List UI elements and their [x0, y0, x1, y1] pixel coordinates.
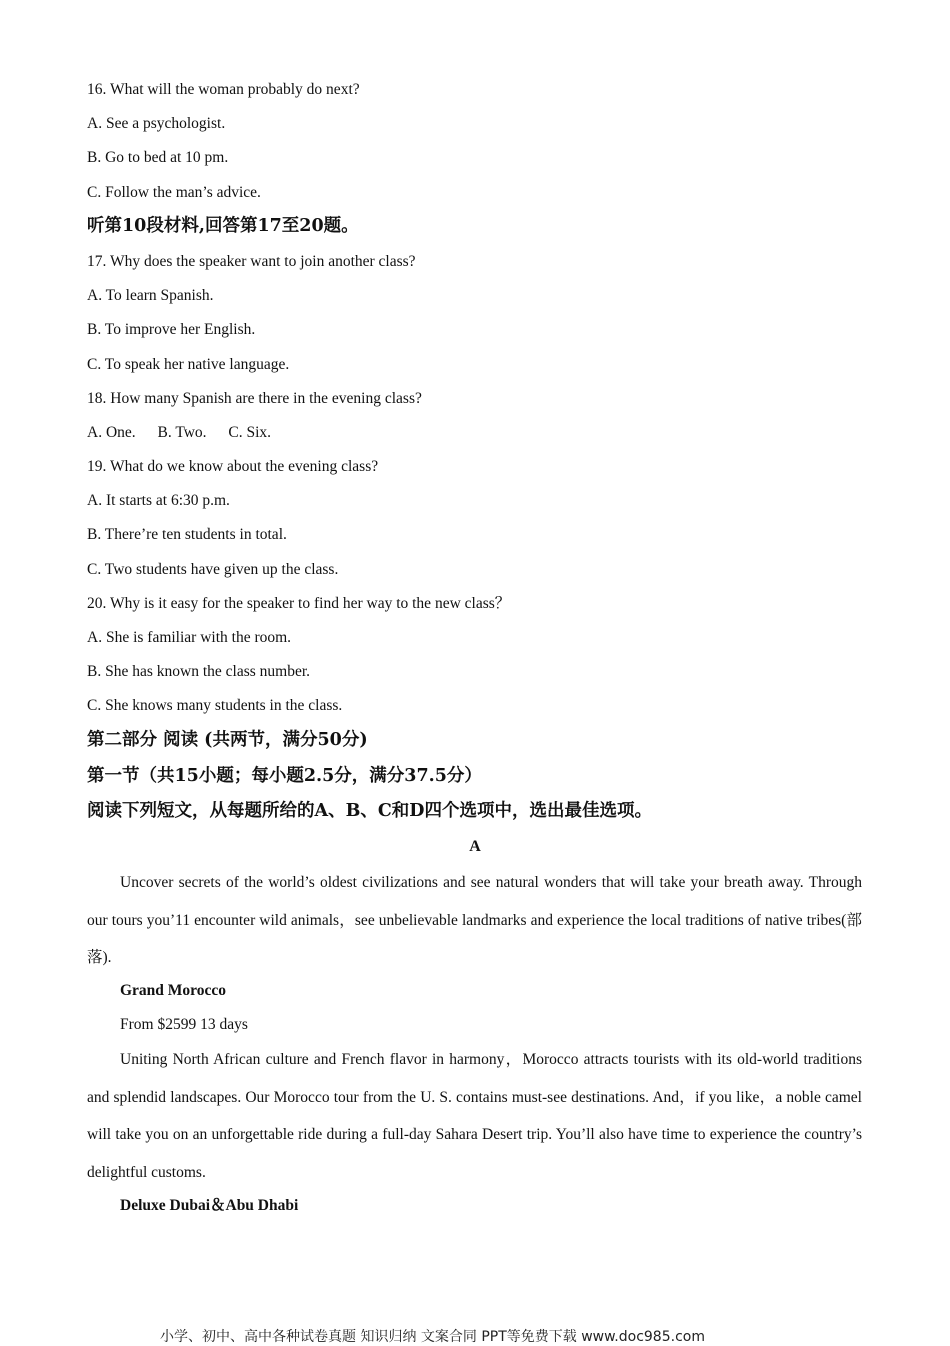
options-18 — [87, 423, 289, 443]
option-18c: C. Six. — [228, 424, 272, 441]
option-17b: B. To improve her English. — [87, 321, 256, 338]
intro-paragraph: Uncover secrets of the world’s oldest civilizations and see natural wonders that will take your breath away. Through our tours you’11 encounter wild animals，see unbelievable landmarks and experience the local traditions of native tribes(部落). — [87, 874, 862, 966]
passage-label: A — [469, 838, 481, 855]
option-16a: A. See a psychologist. — [87, 115, 226, 132]
option-19b: B. There’re ten students in total. — [87, 526, 287, 543]
question-16: 16. What will the woman probably do next? — [87, 81, 360, 98]
option-17c: C. To speak her native language. — [87, 356, 290, 373]
question-20: 20. Why is it easy for the speaker to find her way to the new class？ — [87, 595, 511, 612]
question-18: 18. How many Spanish are there in the evening class? — [87, 390, 422, 407]
tour-2-title: Deluxe Dubai＆Abu Dhabi — [120, 1197, 299, 1214]
reading-instruction: 阅读下列短文，从每题所给的A、B、C和D四个选项中，选出最佳选项。 — [87, 801, 652, 821]
option-20c: C. She knows many students in the class. — [87, 697, 343, 714]
option-19c: C. Two students have given up the class. — [87, 561, 339, 578]
tour-1-title: Grand Morocco — [120, 982, 227, 999]
section-1-title: 第一节（共15小题；每小题2.5分，满分37.5分） — [87, 766, 482, 786]
tour-1-description: Uniting North African culture and French flavor in harmony，Morocco attracts tourists with its old-world traditions and splendid landscapes. Our Morocco tour from the U. S. contains must-see destinations. And，if you like，a noble camel will take you on an unforgettable ride during a full-day Sahara Desert trip. You’ll also have time to experience the country’s delightful customs. — [87, 1051, 862, 1181]
section-10-instruction: 听第10段材料,回答第17至20题。 — [87, 216, 359, 236]
option-17a: A. To learn Spanish. — [87, 287, 214, 304]
footer-text: 小学、初中、高中各种试卷真题 知识归纳 文案合同 PPT等免费下载 www.doc985.com — [160, 1329, 705, 1345]
option-16b: B. Go to bed at 10 pm. — [87, 149, 229, 166]
option-18a: A. One. — [87, 424, 136, 441]
question-17: 17. Why does the speaker want to join another class? — [87, 253, 416, 270]
option-16c: C. Follow the man’s advice. — [87, 184, 261, 201]
question-19: 19. What do we know about the evening class? — [87, 458, 379, 475]
option-20a: A. She is familiar with the room. — [87, 629, 292, 646]
part-2-title: 第二部分 阅读 (共两节，满分50分) — [87, 730, 368, 750]
option-20b: B. She has known the class number. — [87, 663, 311, 680]
tour-1-price: From $2599 13 days — [120, 1016, 248, 1033]
option-18b: B. Two. — [157, 424, 207, 441]
option-19a: A. It starts at 6:30 p.m. — [87, 492, 230, 509]
